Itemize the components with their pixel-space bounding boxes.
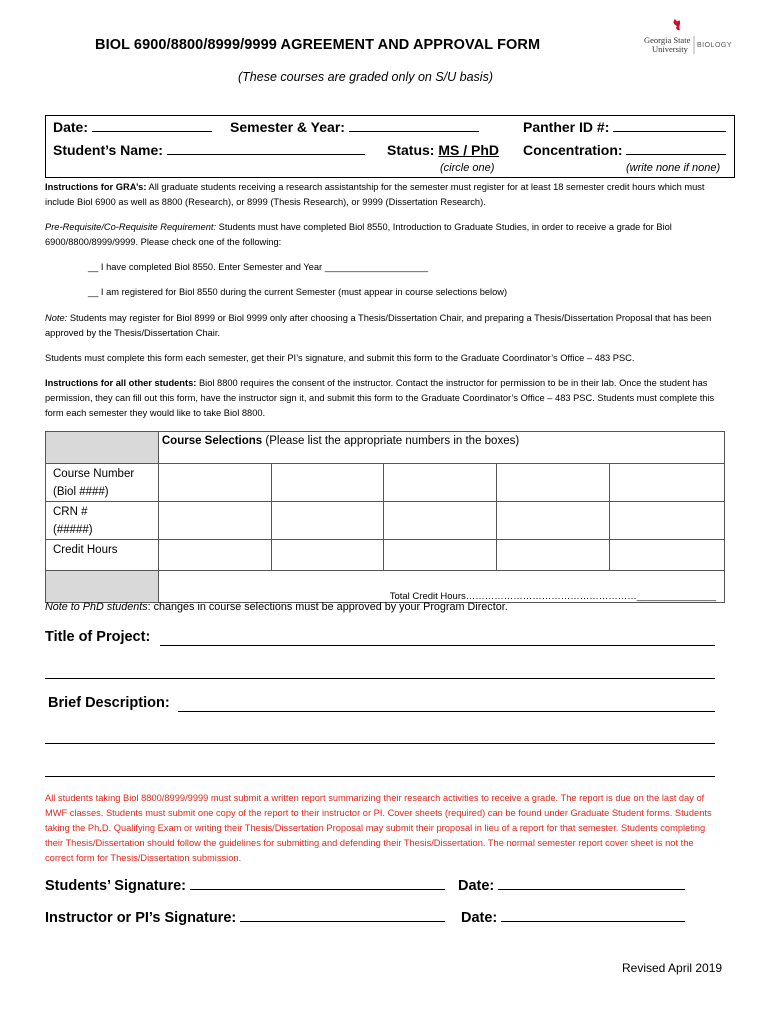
student-signature-label: Students’ Signature: [45, 878, 186, 894]
instructor-signature-label: Instructor or PI’s Signature: [45, 910, 237, 926]
course-number-cell-2[interactable] [271, 464, 384, 502]
panther-label: Panther ID #: [523, 119, 610, 135]
prereq-heading: Pre-Requisite/Co-Requisite Requirement: [45, 222, 217, 232]
semester-year-field[interactable] [230, 119, 479, 135]
crn-cell-3[interactable] [384, 502, 497, 540]
note-heading: Note: [45, 313, 68, 323]
complete-text: Students must complete this form each semester, get their PI’s signature, and submit this form to the Graduate Coordinator’s Office – 483 PSC. [45, 353, 635, 363]
brief-description-label: Brief Description: [48, 695, 170, 711]
student-date-label: Date: [458, 878, 495, 894]
note-text: Students may register for Biol 8999 or Biol 9999 only after choosing a Thesis/Dissertation Chair, and preparing a Thesis/Dissertation Proposal that has been approved by the Thesis/Dissertation Chair. [45, 313, 712, 338]
check-completed-8550[interactable]: __ I have completed Biol 8550. Enter Semester and Year ____________________ [88, 262, 429, 272]
logo-text-1: Georgia State [644, 35, 691, 45]
project-title-label: Title of Project: [45, 629, 151, 645]
crn-cell-5[interactable] [610, 502, 725, 540]
credit-hours-cell-3[interactable] [384, 540, 497, 571]
crn-label: CRN # (#####) [46, 502, 159, 540]
gsu-biology-logo [642, 16, 742, 58]
table-bottom-gray-cell [46, 571, 159, 603]
phd-note-text: : changes in course selections must be approved by your Program Director. [147, 601, 508, 613]
table-corner-cell [46, 432, 159, 464]
concentration-label: Concentration: [523, 142, 623, 158]
course-selection-table [45, 431, 725, 603]
course-number-cell-4[interactable] [497, 464, 610, 502]
phd-note [45, 601, 508, 613]
date-field[interactable] [53, 119, 212, 135]
description-line-1[interactable] [178, 711, 715, 712]
instructor-signature-field[interactable] [45, 910, 445, 926]
other-heading: Instructions for all other students: [45, 378, 197, 388]
project-title-line-2[interactable] [45, 678, 715, 679]
crn-cell-2[interactable] [271, 502, 384, 540]
student-signature-field[interactable] [45, 878, 445, 894]
date-label: Date: [53, 119, 89, 135]
instructor-date-field[interactable] [461, 910, 685, 926]
crn-cell-4[interactable] [497, 502, 610, 540]
form-subtitle: (These courses are graded only on S/U basis) [238, 70, 493, 84]
course-selections-heading [158, 432, 724, 464]
write-none-note: (write none if none) [626, 162, 721, 174]
other-text: Biol 8800 requires the consent of the instructor. Contact the instructor for permission to be in their lab. Once the student has permission, they can fill out this form, have the instructor sign it, and submit this form to the Graduate Coordinator’s Office – 483 PSC. Students must complete this form each semester they would like to take Biol 8800. [45, 378, 715, 418]
status-label: Status: [387, 142, 435, 158]
description-line-3[interactable] [45, 776, 715, 777]
course-number-cell-1[interactable] [158, 464, 271, 502]
crn-cell-1[interactable] [158, 502, 271, 540]
credit-hours-cell-1[interactable] [158, 540, 271, 571]
credit-hours-label: Credit Hours [46, 540, 159, 571]
student-name-label: Student’s Name: [53, 142, 163, 158]
phd-note-heading: Note to PhD students [45, 601, 148, 613]
check-registered-8550[interactable]: __ I am registered for Biol 8550 during the current Semester (must appear in course selections below) [88, 287, 508, 297]
total-credit-hours[interactable]: Total Credit Hours………………………………………………_______________ [158, 571, 724, 603]
status-value: MS / PhD [438, 142, 500, 158]
report-requirement-notice: All students taking Biol 8800/8999/9999 must submit a written report summarizing their research activities to receive a grade. The report is due on the last day of MWF classes. Students must submit one copy of the report to their instructor or PI. Cover sheets (required) can be found under Graduate Student forms. Students taking the Ph.D. Qualifying Exam or writing their Thesis/Dissertation Proposal may submit their proposal in lieu of a report for that semester. Students completing their Thesis/Dissertation should follow the guidelines for submitting and defending their Thesis/Dissertation. The normal semester report cover sheet is not the correct form for Thesis/Dissertation submission. [45, 793, 712, 863]
instructor-date-label: Date: [461, 910, 498, 926]
credit-hours-cell-4[interactable] [497, 540, 610, 571]
semester-label: Semester & Year: [230, 119, 345, 135]
description-line-2[interactable] [45, 743, 715, 744]
student-date-field[interactable] [458, 878, 685, 894]
credit-hours-cell-2[interactable] [271, 540, 384, 571]
other-students-instructions [45, 376, 725, 421]
project-title-line-1[interactable] [160, 645, 715, 646]
form-title: BIOL 6900/8800/8999/9999 AGREEMENT AND APPROVAL FORM [95, 37, 541, 53]
concentration-field[interactable] [523, 142, 726, 158]
gra-heading: Instructions for GRA’s: [45, 182, 147, 192]
gra-instructions [45, 180, 725, 210]
course-selections-title: Course Selections [161, 435, 263, 447]
prereq-text: Students must have completed Biol 8550, Introduction to Graduate Studies, in order to receive a grade for Biol 6900/8800/8999/9999. Please check one of the following: [45, 222, 672, 247]
complete-paragraph [45, 351, 725, 366]
course-selections-instruction: (Please list the appropriate numbers in the boxes) [265, 435, 520, 447]
circle-one-note: (circle one) [440, 162, 495, 174]
course-number-label: Course Number (Biol ####) [46, 464, 159, 502]
logo-dept: BIOLOGY [697, 42, 733, 49]
logo-text-2: University [652, 44, 688, 54]
status-field[interactable] [387, 142, 499, 158]
course-number-cell-5[interactable] [610, 464, 725, 502]
note-paragraph [45, 311, 725, 341]
panther-id-field[interactable] [523, 119, 726, 135]
credit-hours-cell-5[interactable] [610, 540, 725, 571]
gra-text: All graduate students receiving a research assistantship for the semester must register for at least 18 semester credit hours which must include Biol 6900 as well as 8800 (Research), or 8999 (Thesis Research), or 9999 (Dissertation Research). [45, 182, 705, 207]
prereq-instructions [45, 220, 725, 250]
revision-date: Revised April 2019 [622, 961, 723, 975]
student-name-field[interactable] [53, 142, 365, 158]
course-number-cell-3[interactable] [384, 464, 497, 502]
